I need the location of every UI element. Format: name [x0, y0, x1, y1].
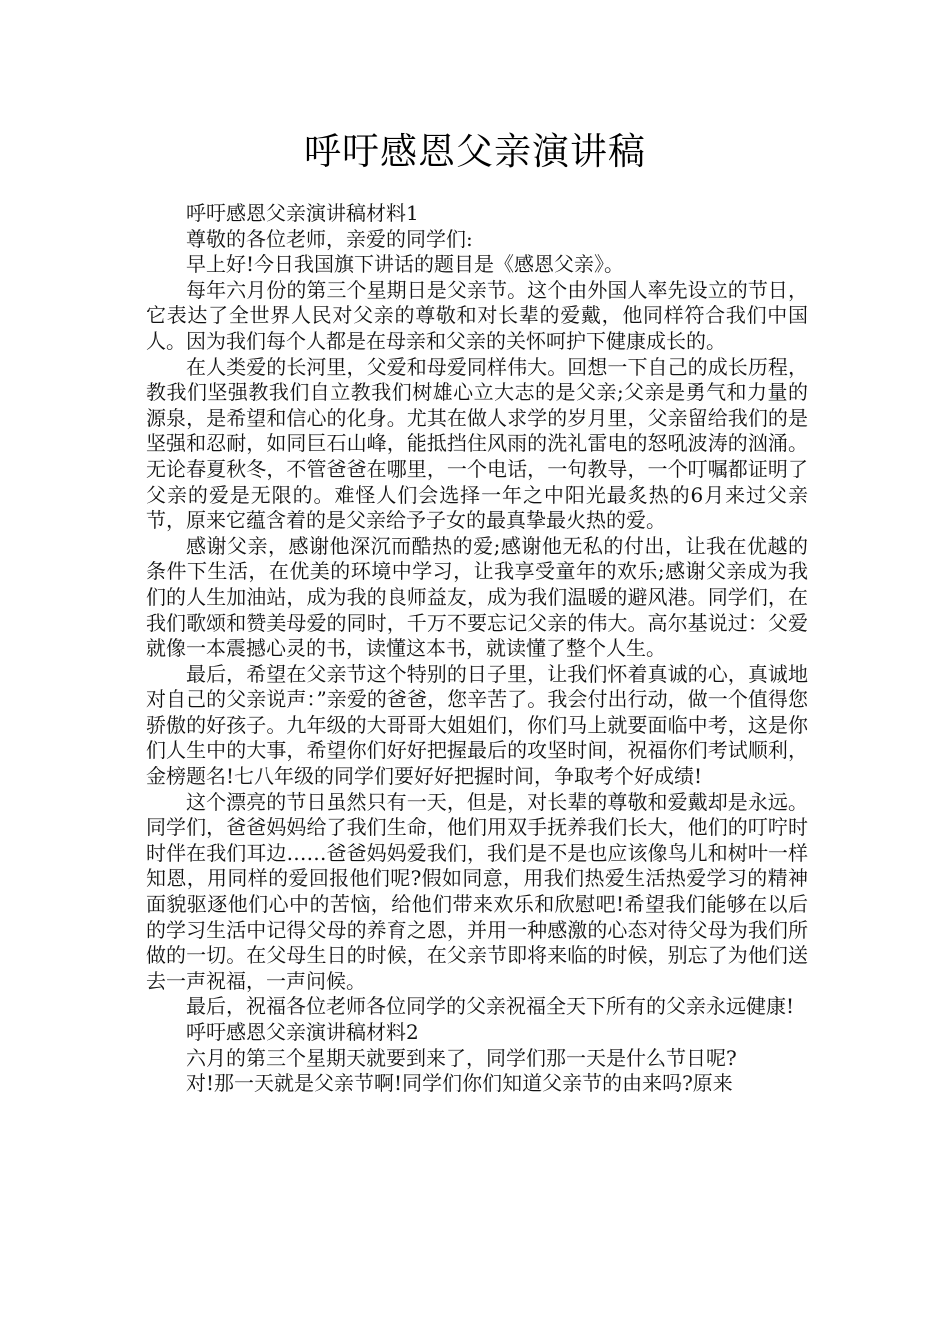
paragraph: 对!那一天就是父亲节啊!同学们你们知道父亲节的由来吗?原来 [186, 1071, 733, 1096]
paragraph: 早上好!今日我国旗下讲话的题目是《感恩父亲》。 [186, 252, 625, 277]
paragraph: 最后，祝福各位老师各位同学的父亲祝福全天下所有的父亲永远健康! [186, 994, 795, 1019]
paragraph: 这个漂亮的节日虽然只有一天，但是，对长辈的尊敬和爱戴却是永远。同学们，爸爸妈妈给了我们生命，他们用双手抚养我们长大，他们的叮咛时时伴在我们耳边……爸爸妈妈爱我们，我们是不是也应该像鸟儿和树叶一样知恩，用同样的爱回报他们呢?假如同意，用我们热爱生活热爱学习的精神面貌驱逐他们心中的苦恼，给他们带来欢乐和欣慰吧!希望我们能够在以后的学习生活中记得父母的养育之恩，并用一种感激的心态对待父母为我们所做的一切。在父母生日的时候，在父亲节即将来临的时候，别忘了为他们送去一声祝福，一声问候。 [146, 789, 808, 993]
paragraph: 感谢父亲，感谢他深沉而酷热的爱;感谢他无私的付出，让我在优越的条件下生活，在优美的环境中学习，让我享受童年的欢乐;感谢父亲成为我们的人生加油站，成为我的良师益友，成为我们温暖的避风港。同学们，在我们歌颂和赞美母爱的同时，千万不要忘记父亲的伟大。高尔基说过：父爱就像一本震撼心灵的书，读懂这本书，就读懂了整个人生。 [146, 533, 808, 661]
paragraph: 最后，希望在父亲节这个特别的日子里，让我们怀着真诚的心，真诚地对自己的父亲说声：”亲爱的爸爸，您辛苦了。我会付出行动，做一个值得您骄傲的好孩子。九年级的大哥哥大姐姐们，你们马上就要面临中考，这是你们人生中的大事，希望你们好好把握最后的攻坚时间，祝福你们考试顺利，金榜题名!七八年级的同学们要好好把握时间，争取考个好成绩! [146, 661, 808, 789]
paragraph: 每年六月份的第三个星期日是父亲节。这个由外国人率先设立的节日，它表达了全世界人民对父亲的尊敬和对长辈的爱戴，他同样符合我们中国人。因为我们每个人都是在母亲和父亲的关怀呵护下健康成长的。 [146, 277, 808, 353]
paragraph: 六月的第三个星期天就要到来了，同学们那一天是什么节日呢? [186, 1045, 737, 1070]
document-body [146, 201, 808, 1097]
paragraph: 呼吁感恩父亲演讲稿材料1 [186, 201, 419, 225]
paragraph: 尊敬的各位老师，亲爱的同学们: [186, 226, 473, 251]
paragraph: 在人类爱的长河里，父爱和母爱同样伟大。回想一下自己的成长历程，教我们坚强教我们自立教我们树雄心立大志的是父亲;父亲是勇气和力量的源泉，是希望和信心的化身。尤其在做人求学的岁月里，父亲留给我们的是坚强和忍耐，如同巨石山峰，能抵挡住风雨的洗礼雷电的怒吼波涛的汹涌。无论春夏秋冬，不管爸爸在哪里，一个电话，一句教导，一个叮嘱都证明了父亲的爱是无限的。难怪人们会选择一年之中阳光最炙热的6月来过父亲节，原来它蕴含着的是父亲给予子女的最真挚最火热的爱。 [146, 354, 808, 533]
paragraph: 呼吁感恩父亲演讲稿材料2 [186, 1020, 419, 1044]
document-title: 呼吁感恩父亲演讲稿 [304, 130, 646, 173]
